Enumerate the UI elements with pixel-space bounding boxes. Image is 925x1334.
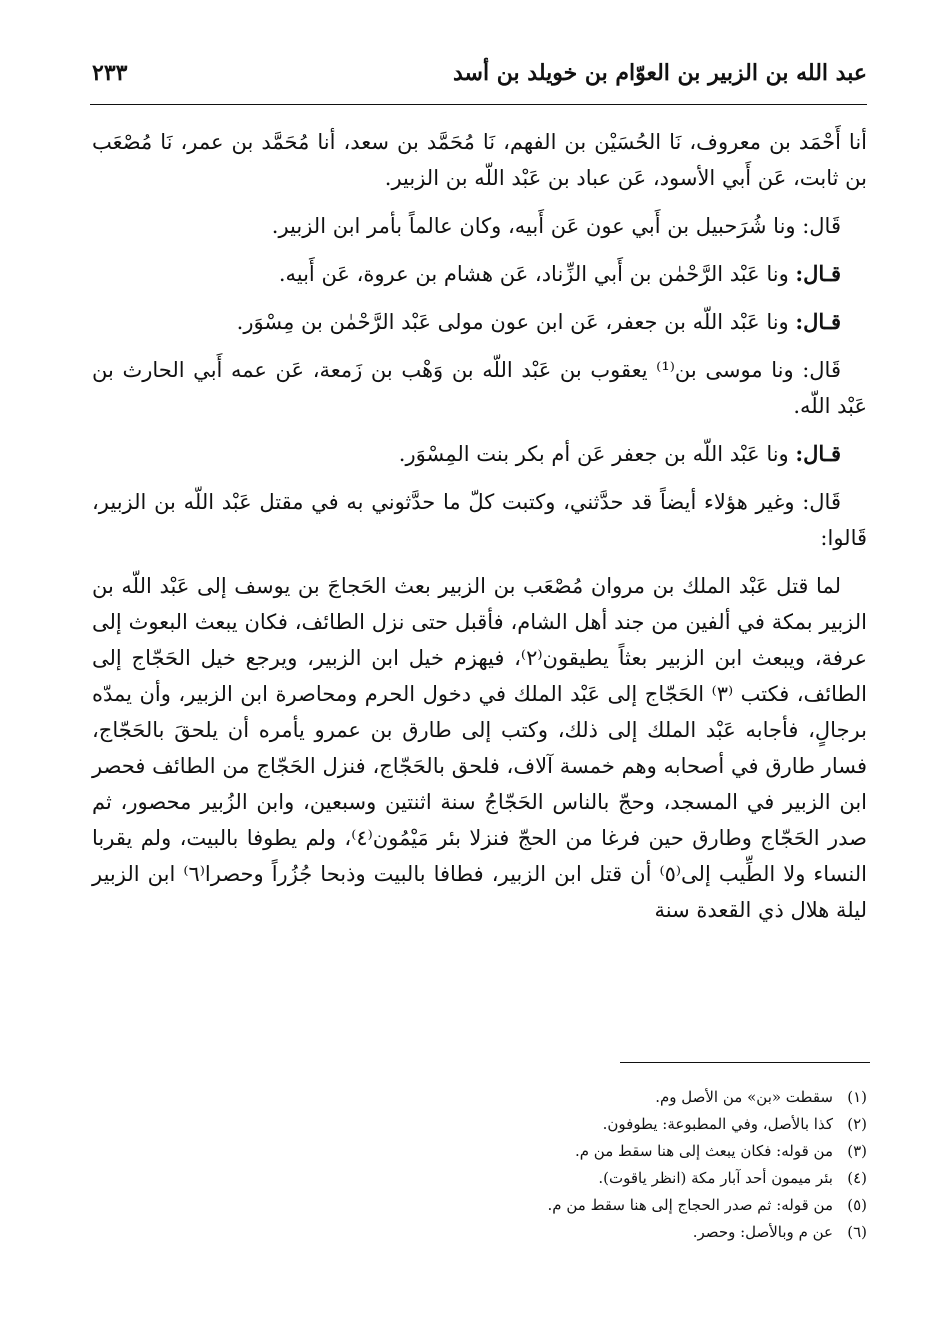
header-rule: [90, 104, 867, 105]
footnotes: [92, 1084, 867, 1246]
footnote: [92, 1219, 867, 1246]
said-label: قـال:: [795, 261, 841, 286]
footnote-number: (٣): [847, 1142, 867, 1160]
footnote-text: من قوله: ثم صدر الحجاج إلى هنا سقط من م.: [547, 1196, 833, 1214]
said-label: قـال:: [795, 441, 841, 466]
footnote: [92, 1165, 867, 1192]
running-title: عبد الله بن الزبير بن العوّام بن خويلد بن أسد: [452, 60, 867, 86]
footnote: [92, 1138, 867, 1165]
paragraph-isnad-6: [92, 436, 867, 472]
footnote-text: سقطت «بن» من الأصل وم.: [655, 1088, 833, 1106]
paragraph-isnad-4: [92, 304, 867, 340]
said-label: قـال:: [795, 309, 841, 334]
paragraph-narrative: لما قتل عَبْد الملك بن مروان مُصْعَب بن الزبير بعث الحَجاجَ بن يوسف إلى عَبْد اللّه بن الزبير بمكة في ألفين من جند أهل الشام، فأقبل حتى نزل الطائف، فكان يبعث البعوث إلى عرفة، ويبعث ابن الزبير بعثاً يطيقون⁽٢⁾، فيهزم خيل ابن الزبير، ويرجع خيل الحَجّاج إلى الطائف، فكتب ⁽٣⁾ الحَجّاج إلى عَبْد الملك في دخول الحرم ومحاصرة ابن الزبير، وأن يمدّه برجالٍ، فأجابه عَبْد الملك إلى ذلك، وكتب إلى طارق بن عمرو يأمره أن يلحقَ بالحَجّاج، فسار طارق في أصحابه وهم خمسة آلاف، فلحق بالحَجّاج، فنزل الحَجّاج من الطائف فحصر ابن الزبير في المسجد، وحجّ بالناس الحَجّاجُ سنة اثنتين وسبعين، وابن الزُبير محصور، ثم صدر الحَجّاج وطارق حين فرغا من الحجّ فنزلا بئر مَيْمُون⁽٤⁾، ولم يطوفا بالبيت، ولم يقربا النساء ولا الطِّيب إلى⁽٥⁾ أن قتل ابن الزبير، فطافا بالبيت وذبحا جُزُراً وحصرا⁽٦⁾ ابن الزبير ليلة هلال ذي القعدة سنة: [92, 574, 868, 922]
paragraph-isnad-7: قَال: وغير هؤلاء أيضاً قد حدَّثني، وكتبت كلّ ما حدَّثوني به في مقتل عَبْد اللّه بن الزبير، قَالوا:: [92, 490, 867, 550]
footnote: [92, 1111, 867, 1138]
footnote: [92, 1192, 867, 1219]
paragraph-isnad-2: قَال: ونا شُرَحبيل بن أَبي عون عَن أَبيه، وكان عالماً بأمر ابن الزبير.: [271, 214, 841, 238]
paragraph-text: ونا عَبْد اللّه بن جعفر عَن أم بكر بنت المِسْوَر.: [398, 442, 796, 466]
footnote-number: (٢): [847, 1115, 867, 1133]
paragraph-text: ونا عَبْد اللّه بن جعفر، عَن ابن عون مولى عَبْد الرَّحْمٰن بن مِسْوَر.: [236, 310, 796, 334]
paragraph-isnad-5: قَال: ونا موسى بن⁽¹⁾ يعقوب بن عَبْد اللّه بن وَهْب بن زَمعة، عَن عمه أَبي الحارث بن عَبْد اللّه.: [92, 358, 867, 418]
footnote-text: كذا بالأصل، وفي المطبوعة: يطوفون.: [602, 1115, 833, 1133]
footnote-number: (٥): [847, 1196, 867, 1214]
footnote-text: من قوله: فكان يبعث إلى هنا سقط من م.: [574, 1142, 833, 1160]
paragraph-isnad-3: [92, 256, 867, 292]
paragraph-isnad-1: أنا أَحْمَد بن معروف، نَا الحُسَيْن بن الفهم، نَا مُحَمَّد بن سعد، أنا مُحَمَّد بن عمر، نَا مُصْعَب بن ثابت، عَن أَبي الأسود، عَن عباد بن عَبْد اللّه بن الزبير.: [92, 130, 867, 190]
footnote-rule: [620, 1062, 870, 1063]
footnote-text: عن م وبالأصل: وحصر.: [692, 1223, 833, 1241]
footnote-number: (١): [847, 1088, 867, 1106]
footnote-number: (٦): [847, 1223, 867, 1241]
page-number: ٢٣٣: [92, 60, 128, 86]
footnote-text: بئر ميمون أحد آبار مكة (انظر ياقوت).: [598, 1169, 833, 1187]
paragraph-text: ونا عَبْد الرَّحْمٰن بن أَبي الزِّناد، عَن هشام بن عروة، عَن أَبيه.: [278, 262, 796, 286]
footnote-number: (٤): [847, 1169, 867, 1187]
main-text: [92, 124, 867, 940]
footnote: [92, 1084, 867, 1111]
